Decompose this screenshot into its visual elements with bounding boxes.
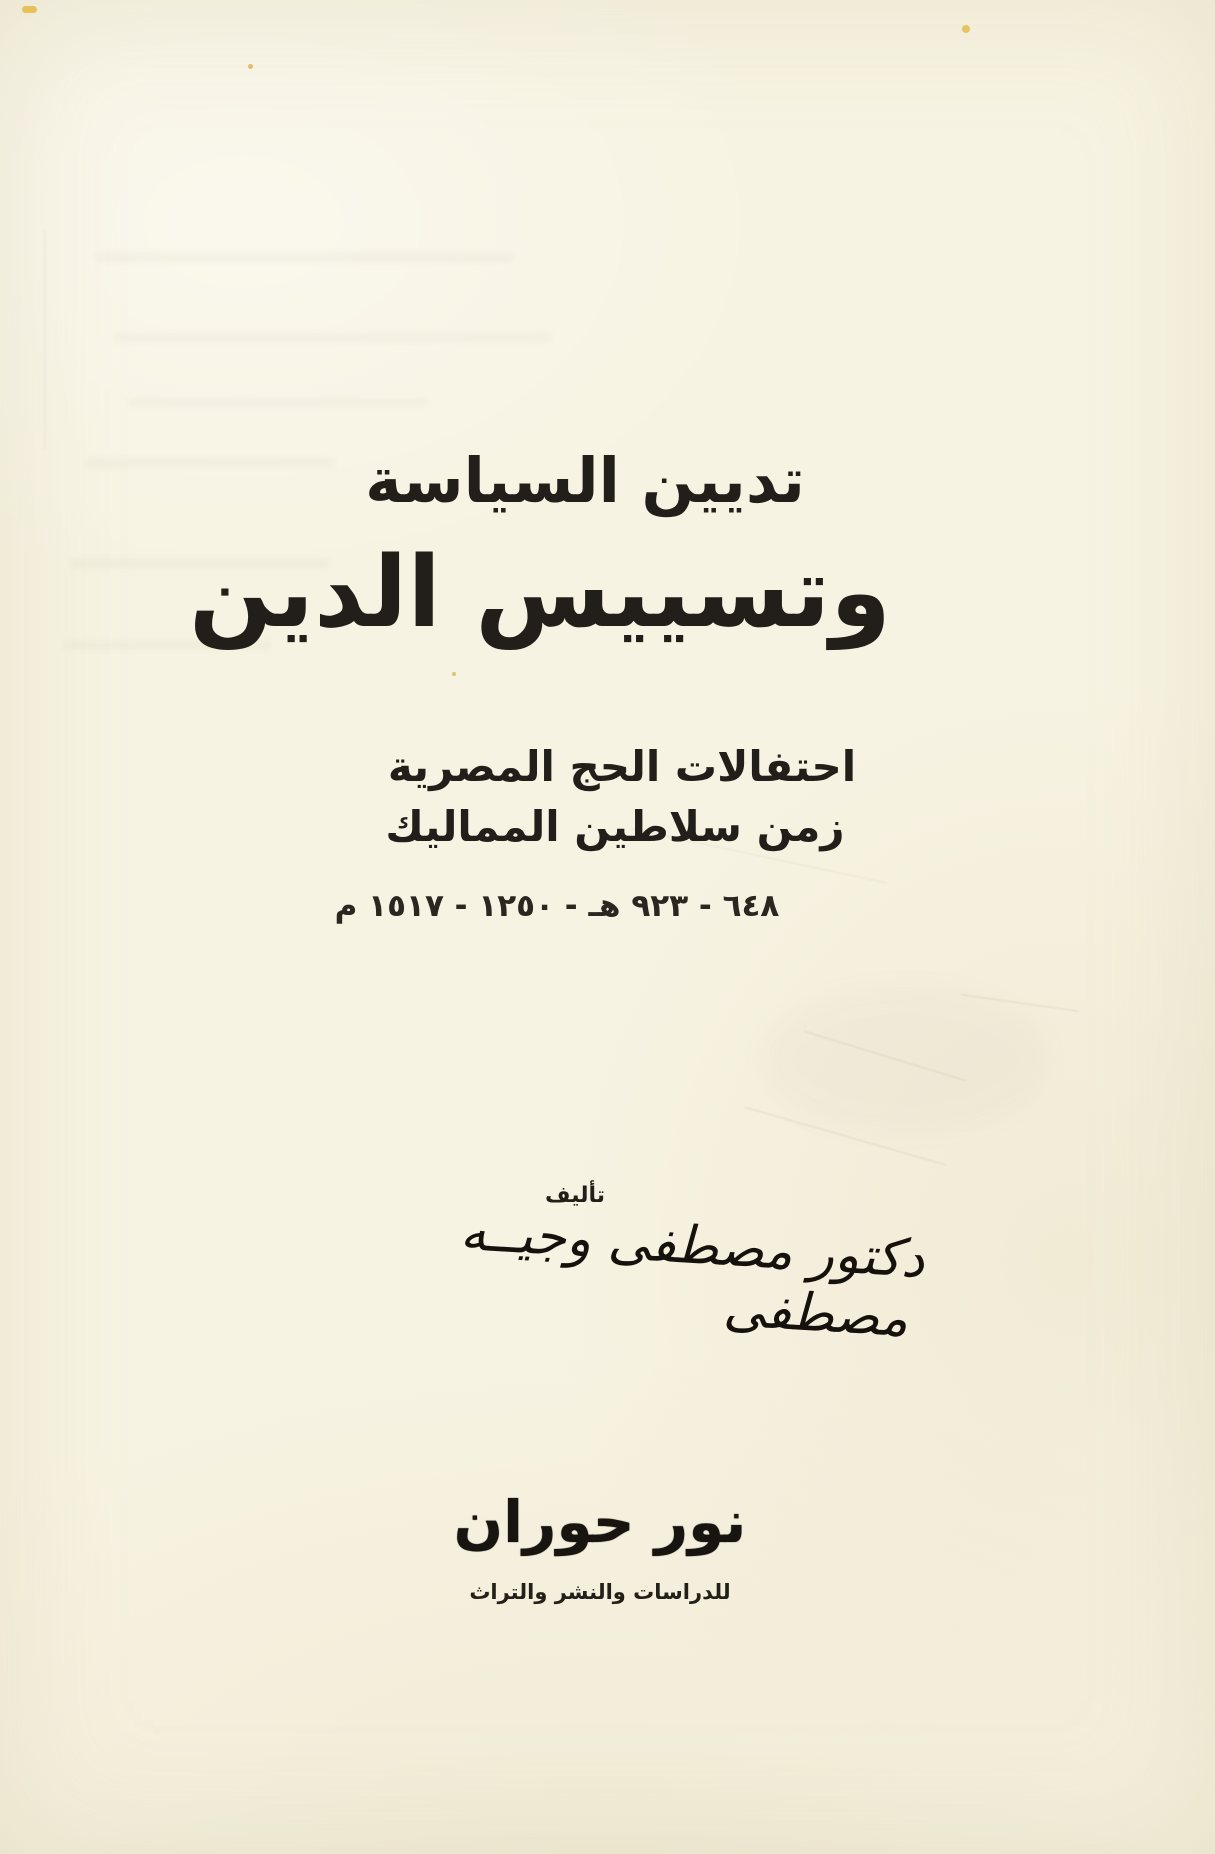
date-range: ٦٤٨ - ٩٢٣ هـ - ١٢٥٠ - ١٥١٧ م xyxy=(334,888,780,924)
byline-label: تأليف xyxy=(545,1183,605,1208)
book-subtitle-line2: زمن سلاطين المماليك xyxy=(385,802,845,851)
bleed-through-smudge xyxy=(128,398,428,407)
paper-speck xyxy=(248,64,253,69)
book-subtitle-line1: احتفالات الحج المصرية xyxy=(387,742,857,791)
paper-speck xyxy=(452,672,456,676)
bleed-through-smudge xyxy=(95,252,515,262)
book-title-line1: تديين السياسة xyxy=(365,444,805,517)
book-title-line2: وتسييس الدين xyxy=(188,536,892,650)
author-signature: دكتور مصطفى وجيــه مصطفى xyxy=(456,1202,937,1350)
paper-speck xyxy=(22,6,37,13)
publisher-logo-text: نور حوران xyxy=(453,1488,747,1556)
bleed-through-smudge xyxy=(112,333,552,342)
bleed-through-smudge xyxy=(85,458,335,468)
bleed-through-smudge xyxy=(760,985,1050,1135)
publisher-tagline: للدراسات والنشر والتراث xyxy=(469,1580,731,1604)
paper-speck xyxy=(962,25,970,33)
scan-edge-line xyxy=(44,230,46,450)
